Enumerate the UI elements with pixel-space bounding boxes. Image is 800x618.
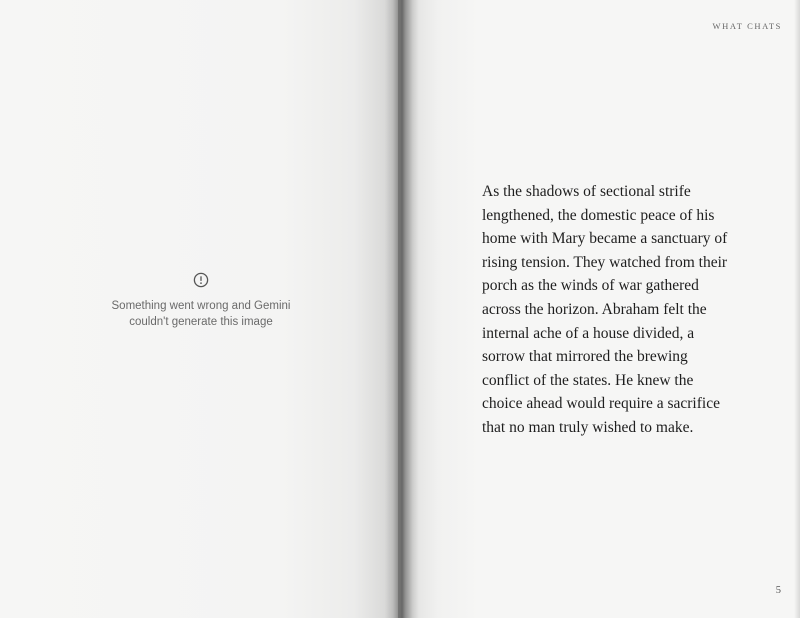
body-line: porch as the winds of war gathered [482,277,699,295]
page-edge-shadow [794,0,800,618]
body-line: home with Mary became a sanctuary of [482,230,728,248]
body-line: choice ahead would require a sacrifice [482,395,720,413]
body-line: As the shadows of sectional strife [482,183,691,200]
error-line: Something went wrong and Gemini [111,300,291,312]
page-number: 5 [775,585,781,596]
image-error-message [0,272,402,330]
body-line: lengthened, the domestic peace of his [482,206,715,224]
body-paragraph [482,180,772,440]
body-line: sorrow that mirrored the brewing [482,348,688,366]
body-line: that no man truly wished to make. [482,418,694,436]
body-line: internal ache of a house divided, a [482,324,695,342]
running-head: WHAT CHATS [712,21,782,31]
error-line: couldn't generate this image [129,316,273,328]
alert-circle-icon [193,272,209,288]
body-line: rising tension. They watched from their [482,253,728,271]
error-text [0,298,402,330]
body-line: conflict of the states. He knew the [482,371,694,389]
body-line: across the horizon. Abraham felt the [482,300,707,318]
